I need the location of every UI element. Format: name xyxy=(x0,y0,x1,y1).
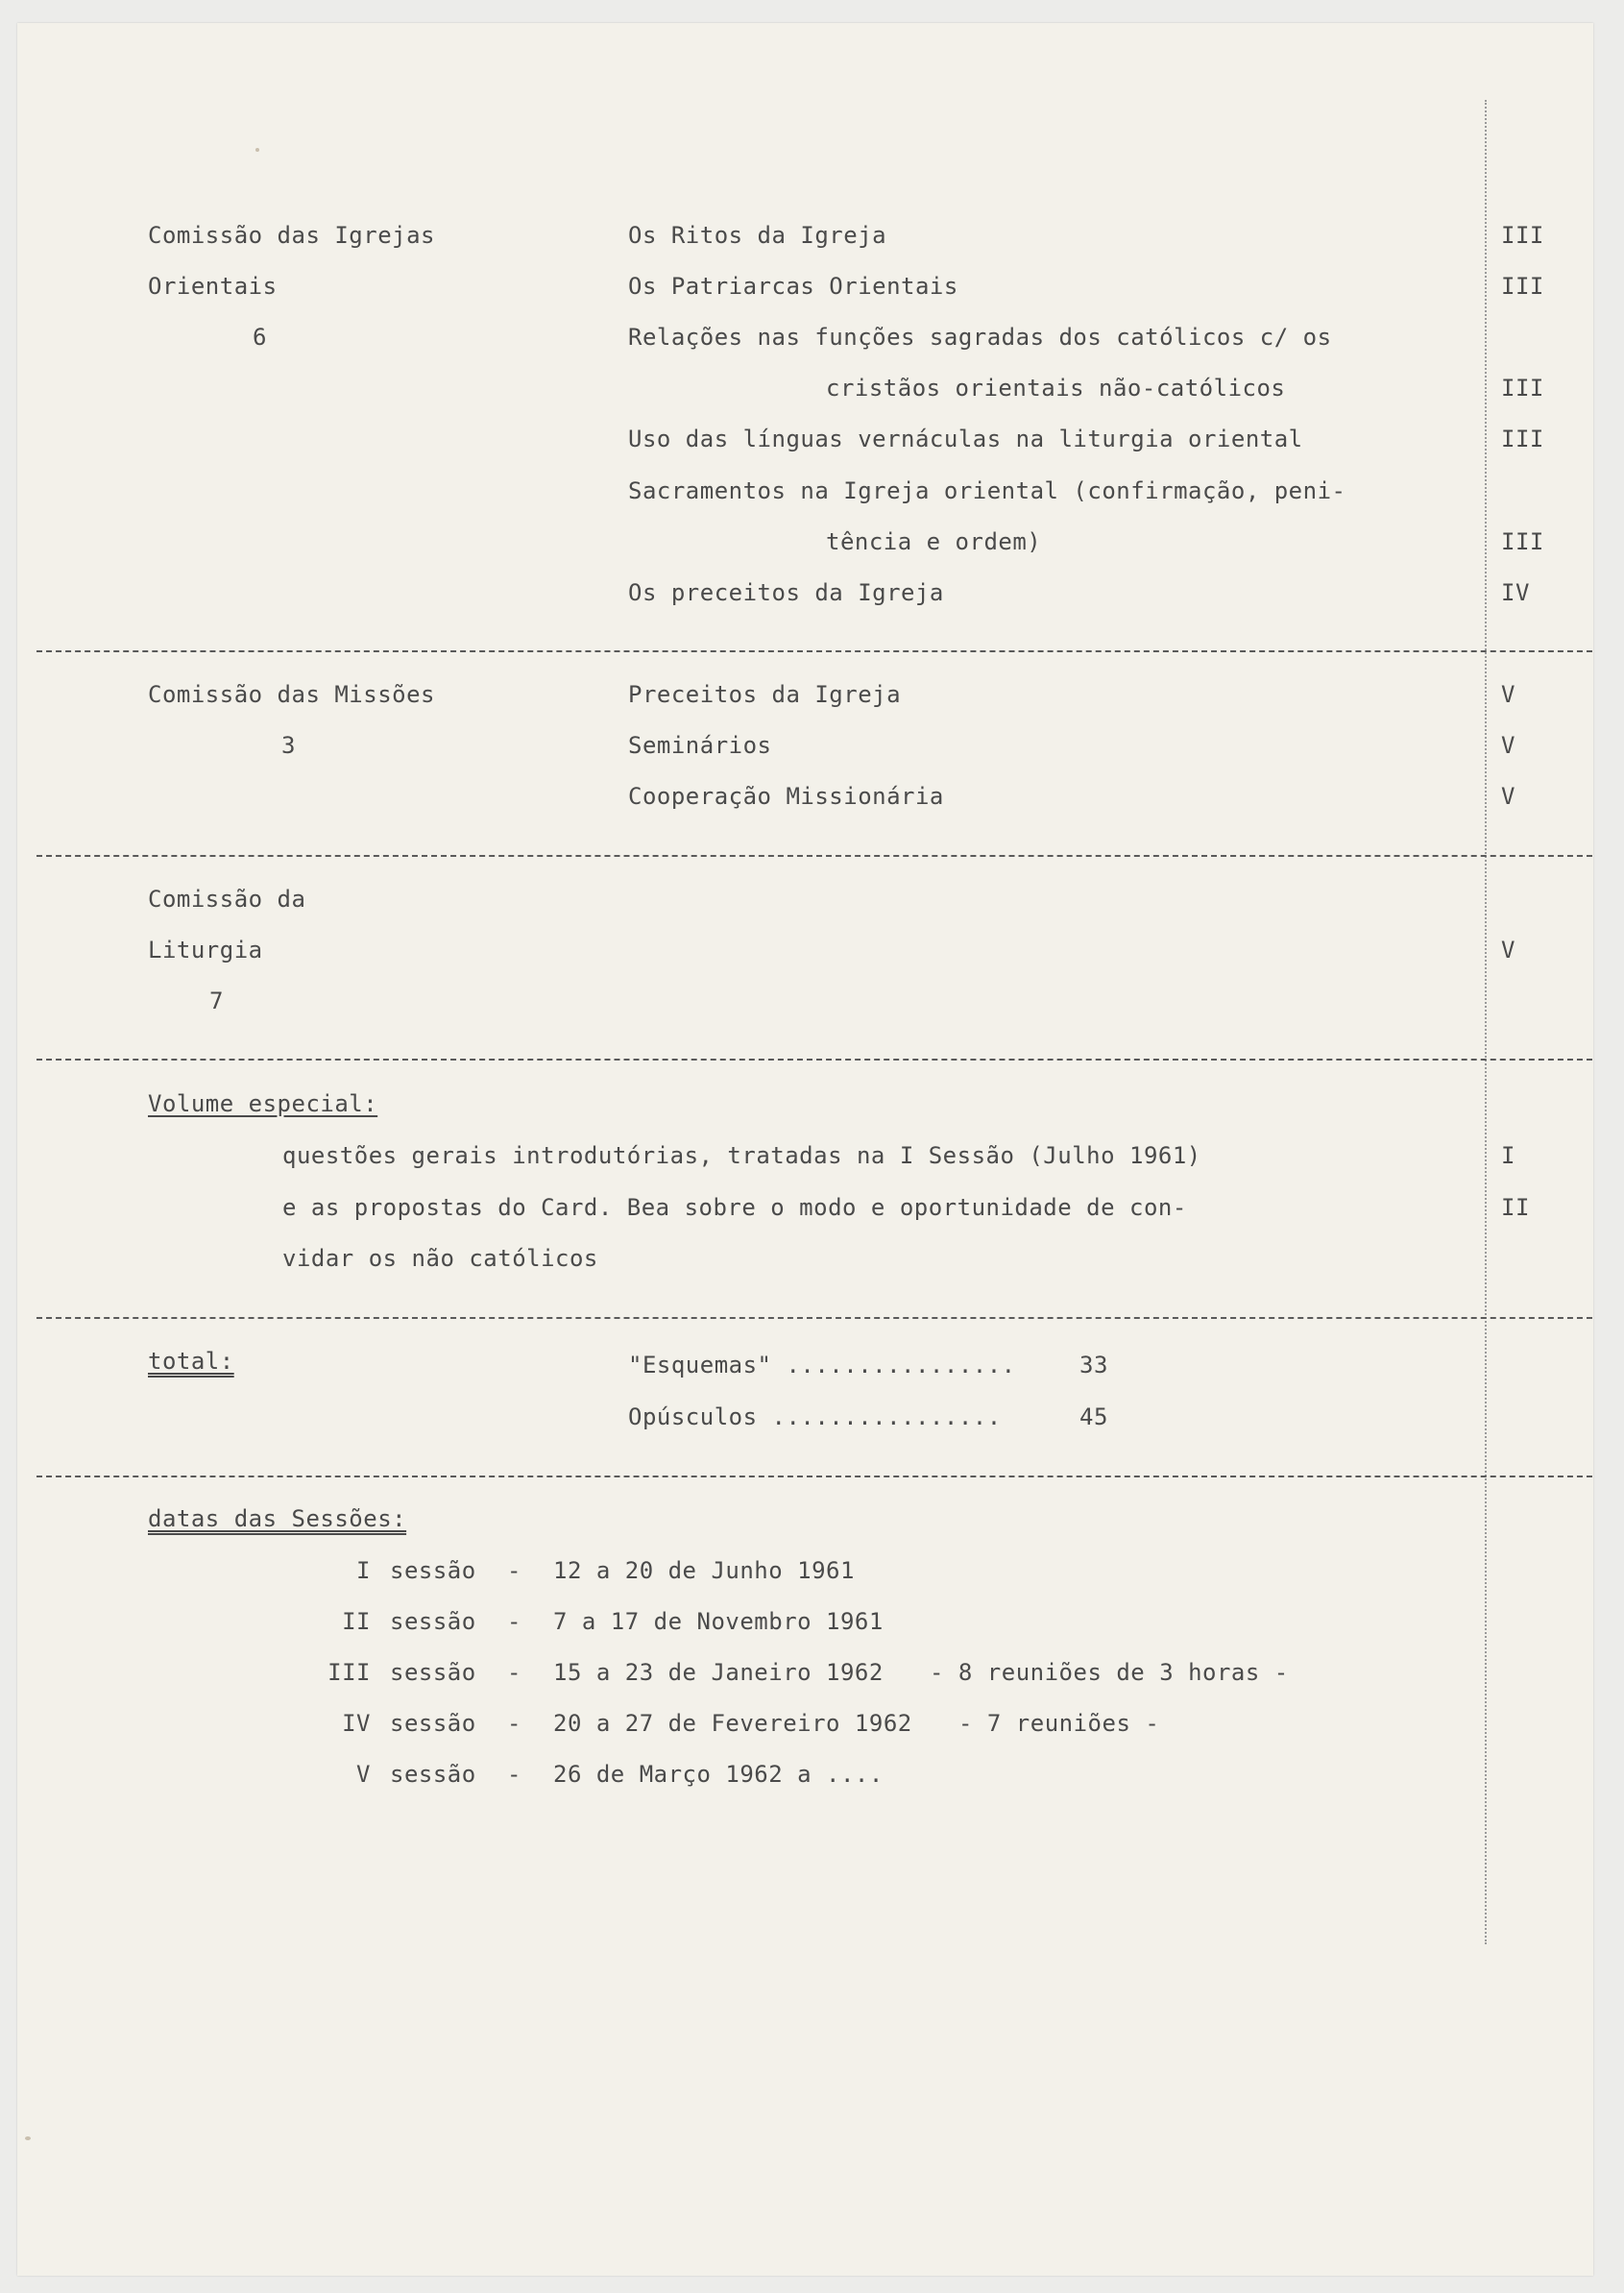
session-dates: 15 a 23 de Janeiro 1962 xyxy=(553,1659,884,1686)
total-value: 45 xyxy=(1079,1403,1108,1430)
session-dates: 12 a 20 de Junho 1961 xyxy=(553,1557,855,1584)
volume-number: III xyxy=(1501,528,1544,555)
commission-name: Comissão das Igrejas xyxy=(148,222,435,249)
schema-title: Os Patriarcas Orientais xyxy=(628,273,958,300)
session-dash: - xyxy=(507,1659,521,1686)
commission-name: Orientais xyxy=(148,273,278,300)
commission-name: Liturgia xyxy=(148,937,263,964)
commission-count: 3 xyxy=(281,732,296,759)
section-heading: datas das Sessões: xyxy=(148,1505,407,1532)
volume-number: III xyxy=(1501,375,1544,402)
total-value: 33 xyxy=(1079,1352,1108,1378)
section-divider xyxy=(36,1059,1592,1061)
schema-title-continued: tência e ordem) xyxy=(826,528,1042,555)
session-number: III xyxy=(327,1659,371,1686)
schema-title: Seminários xyxy=(628,732,772,759)
section-divider xyxy=(36,650,1592,652)
schema-title: Os preceitos da Igreja xyxy=(628,579,944,606)
session-word: sessão xyxy=(390,1659,476,1686)
commission-name: Comissão das Missões xyxy=(148,681,435,708)
schema-title: Os Ritos da Igreja xyxy=(628,222,887,249)
total-label: "Esquemas" ................ xyxy=(628,1352,1016,1378)
commission-name: Comissão da xyxy=(148,886,306,913)
special-volume-text: e as propostas do Card. Bea sobre o modo e oportunidade de con- xyxy=(282,1194,1187,1221)
section-divider xyxy=(36,1476,1592,1477)
volume-number: III xyxy=(1501,222,1544,249)
volume-number: III xyxy=(1501,426,1544,452)
column-divider xyxy=(1485,100,1487,1944)
total-label: Opúsculos ................ xyxy=(628,1403,1002,1430)
schema-title: Relações nas funções sagradas dos católicos c/ os xyxy=(628,324,1332,351)
section-divider xyxy=(36,855,1592,857)
schema-title: Preceitos da Igreja xyxy=(628,681,902,708)
session-note: - 7 reuniões - xyxy=(958,1710,1160,1737)
volume-number: V xyxy=(1501,783,1515,810)
special-volume-text: vidar os não católicos xyxy=(282,1245,598,1272)
section-heading: total: xyxy=(148,1348,234,1375)
session-word: sessão xyxy=(390,1761,476,1788)
paper-spot xyxy=(255,148,259,152)
section-divider xyxy=(36,1317,1592,1319)
section-heading: Volume especial: xyxy=(148,1090,378,1117)
session-dash: - xyxy=(507,1761,521,1788)
session-dates: 7 a 17 de Novembro 1961 xyxy=(553,1608,884,1635)
session-dash: - xyxy=(507,1608,521,1635)
session-number: V xyxy=(356,1761,371,1788)
paper-spot xyxy=(25,2136,31,2140)
session-note: - 8 reuniões de 3 horas - xyxy=(930,1659,1289,1686)
commission-count: 7 xyxy=(209,988,224,1014)
special-volume-text: questões gerais introdutórias, tratadas na I Sessão (Julho 1961) xyxy=(282,1142,1201,1169)
session-dash: - xyxy=(507,1557,521,1584)
volume-number: II xyxy=(1501,1194,1530,1221)
volume-number: I xyxy=(1501,1142,1515,1169)
session-dash: - xyxy=(507,1710,521,1737)
volume-number: IV xyxy=(1501,579,1530,606)
session-number: I xyxy=(356,1557,371,1584)
session-word: sessão xyxy=(390,1608,476,1635)
session-number: II xyxy=(342,1608,371,1635)
session-dates: 20 a 27 de Fevereiro 1962 xyxy=(553,1710,912,1737)
session-word: sessão xyxy=(390,1557,476,1584)
volume-number: III xyxy=(1501,273,1544,300)
schema-title: Cooperação Missionária xyxy=(628,783,944,810)
session-dates: 26 de Março 1962 a .... xyxy=(553,1761,884,1788)
session-number: IV xyxy=(342,1710,371,1737)
schema-title-continued: cristãos orientais não-católicos xyxy=(826,375,1286,402)
volume-number: V xyxy=(1501,937,1515,964)
schema-title: Sacramentos na Igreja oriental (confirmação, peni- xyxy=(628,477,1346,504)
schema-title: Uso das línguas vernáculas na liturgia oriental xyxy=(628,426,1303,452)
volume-number: V xyxy=(1501,732,1515,759)
volume-number: V xyxy=(1501,681,1515,708)
session-word: sessão xyxy=(390,1710,476,1737)
document-page xyxy=(17,23,1593,2276)
commission-count: 6 xyxy=(253,324,267,351)
